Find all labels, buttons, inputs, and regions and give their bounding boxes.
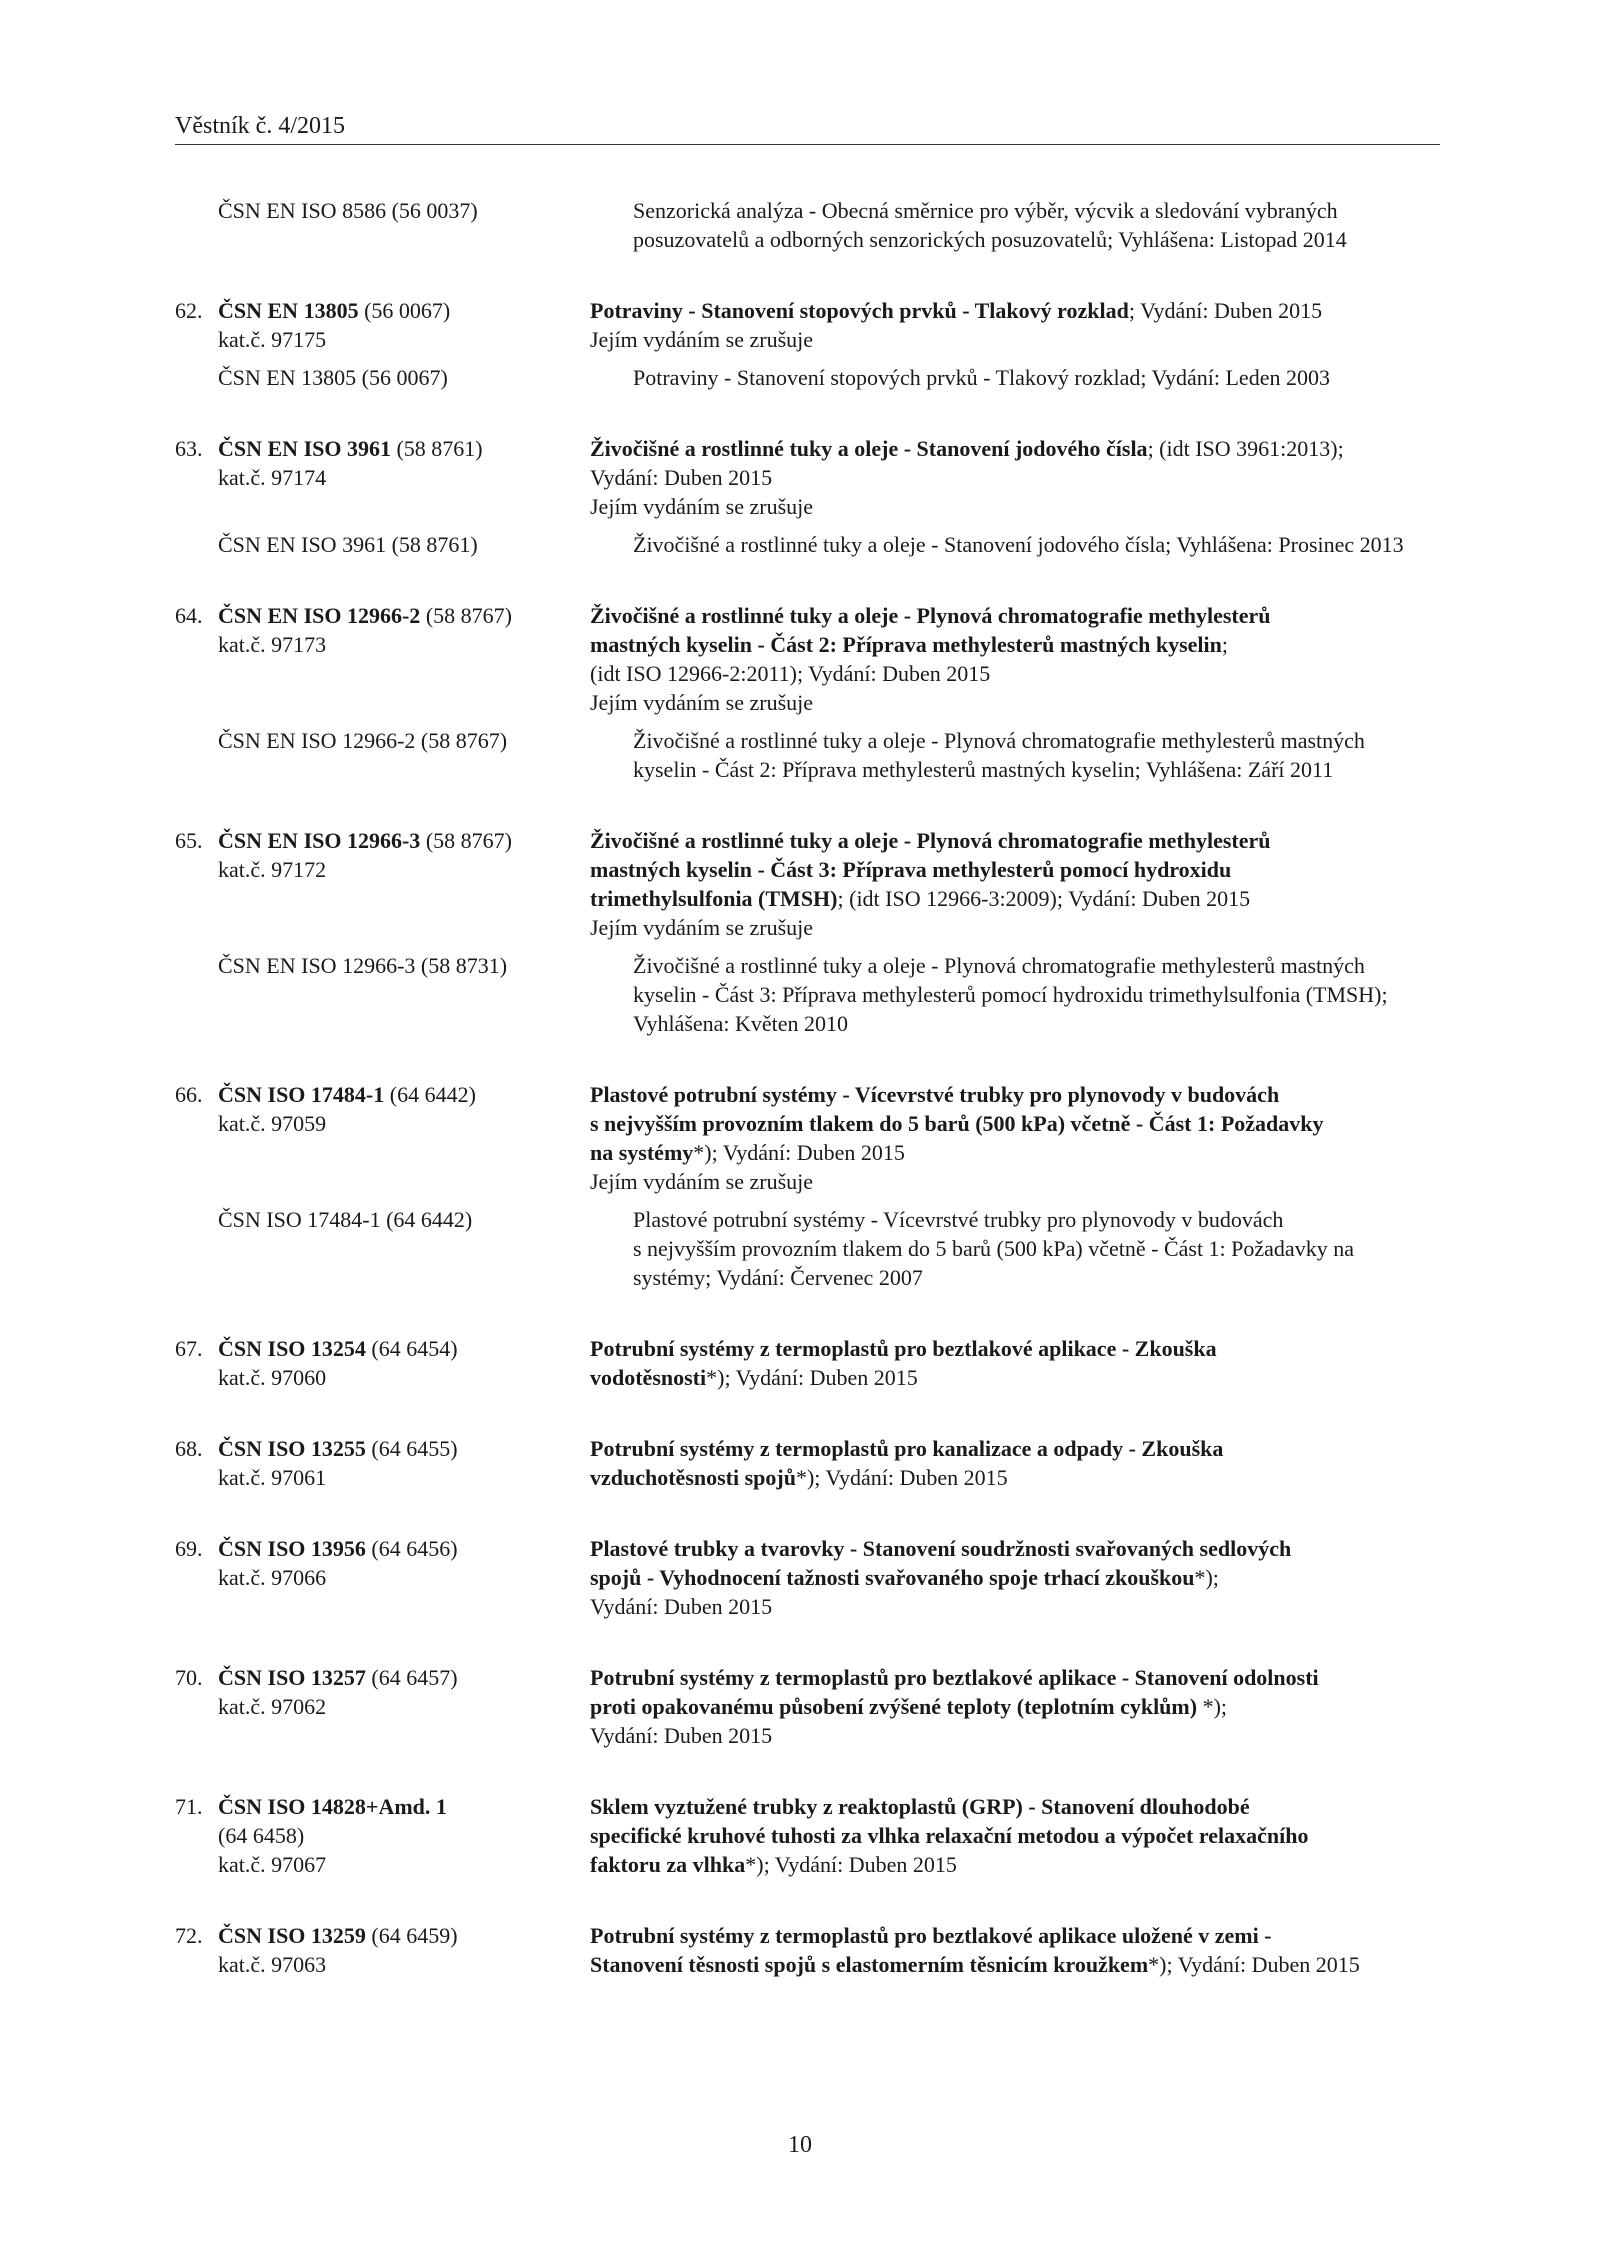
code-line [175,1080,590,1109]
standard-entry [175,1663,1445,1750]
replaced-standard-title [633,196,1488,254]
replaced-standard [175,726,1445,784]
title-line [590,1663,1445,1692]
title-line: Potraviny - Stanovení stopových prvků - Tlakový rozklad; Vydání: Leden 2003 [633,365,1330,390]
replaced-standard [175,363,1445,392]
replaced-standard [175,1205,1445,1292]
standard-entry [175,1534,1445,1621]
title-line [590,1921,1445,1950]
standard-entry [175,1792,1445,1879]
title-line [590,1821,1445,1850]
standard-title [590,1921,1445,1979]
catalog-number: kat.č. 97060 [218,1365,327,1390]
standard-identifier [175,1921,590,1979]
title-normal: *); Vydání: Duben 2015 [1148,1952,1360,1977]
catalog-number: kat.č. 97067 [218,1852,327,1877]
catalog-number: kat.č. 97063 [218,1952,327,1977]
entry-number: 69. [175,1536,203,1561]
title-line [590,884,1445,913]
entry-number: 67. [175,1336,203,1361]
title-line [590,325,1445,354]
replaced-standard [175,530,1445,559]
title-line [590,1080,1445,1109]
title-bold: Potrubní systémy z termoplastů pro beztlakové aplikace uložené v zemi - [590,1923,1272,1948]
standard-identifier [175,1080,590,1196]
title-normal: *); Vydání: Duben 2015 [795,1465,1008,1490]
title-line [590,1850,1445,1879]
new-standard [175,1921,1445,1979]
entry-number: 66. [175,1082,203,1107]
title-bold: Živočišné a rostlinné tuky a oleje - Plynová chromatografie methylesterů [590,828,1271,853]
title-line [590,1109,1445,1138]
standard-code: ČSN ISO 17484-1 [218,1082,385,1107]
entry-number: 70. [175,1665,203,1690]
code-line [175,1792,590,1821]
title-line [590,1792,1445,1821]
code-line [175,1434,590,1463]
standards-list [175,196,1445,2021]
title-line [590,434,1445,463]
title-normal: *); [1194,1565,1219,1590]
code-line [175,1921,590,1950]
title-bold: spojů - Vyhodnocení tažnosti svařovaného spoje trhací zkouškou [590,1565,1195,1590]
entry-number: 71. [175,1794,203,1819]
replaced-standard-title [633,530,1488,559]
code-line [175,1334,590,1363]
title-bold: Plastové trubky a tvarovky - Stanovení soudržnosti svařovaných sedlových [590,1536,1292,1561]
title-normal: (idt ISO 12966-2:2011); Vydání: Duben 2015 [590,661,991,686]
title-line [590,1563,1445,1592]
code-line [175,1663,590,1692]
new-standard [175,434,1445,521]
spacer [175,942,1445,951]
catalog-number: kat.č. 97062 [218,1694,327,1719]
title-line [590,630,1445,659]
title-bold: Potrubní systémy z termoplastů pro kanalizace a odpady - Zkouška [590,1436,1224,1461]
new-standard [175,1434,1445,1492]
standard-title [590,826,1445,942]
standard-code: ČSN EN ISO 3961 [218,436,391,461]
title-line [590,463,1445,492]
classification-number: (58 8761) [390,436,483,461]
standard-title [590,1534,1445,1621]
title-line [590,688,1445,717]
standard-title [590,296,1445,354]
title-line: systémy; Vydání: Červenec 2007 [633,1265,923,1290]
replaced-standard-code: ČSN EN ISO 12966-2 (58 8767) [218,728,508,753]
new-standard [175,296,1445,354]
standard-identifier [175,1434,590,1492]
title-line [590,1363,1445,1392]
title-bold: proti opakovanému působení zvýšené teploty (teplotním cyklům) [590,1694,1198,1719]
title-normal: *); [1197,1694,1228,1719]
entry-number: 65. [175,828,203,853]
title-normal: ; [1221,632,1228,657]
standard-title [590,1334,1445,1392]
replaced-standard-code: ČSN EN ISO 8586 (56 0037) [218,198,478,223]
title-line [590,855,1445,884]
standard-code: ČSN EN 13805 [218,298,359,323]
title-normal: Jejím vydáním se zrušuje [590,915,814,940]
title-bold: Sklem vyztužené trubky z reaktoplastů (GRP) - Stanovení dlouhodobé [590,1794,1250,1819]
classification-number: (64 6455) [365,1436,458,1461]
replaced-standard-title [633,726,1488,784]
standard-identifier [175,1334,590,1392]
replaced-standard-title [633,951,1488,1038]
classification-number: (58 8767) [420,603,512,628]
title-bold: Plastové potrubní systémy - Vícevrstvé trubky pro plynovody v budovách [590,1082,1280,1107]
title-line: Živočišné a rostlinné tuky a oleje - Stanovení jodového čísla; Vyhlášena: Prosinec 2013 [633,532,1404,557]
title-line [590,1167,1445,1196]
spacer [175,1196,1445,1205]
catalog-number: kat.č. 97173 [218,632,327,657]
spacer [175,521,1445,530]
title-bold: Potrubní systémy z termoplastů pro beztlakové aplikace - Stanovení odolnosti [590,1665,1319,1690]
standard-code: ČSN ISO 14828+Amd. 1 [218,1794,447,1819]
title-line: kyselin - Část 2: Příprava methylesterů mastných kyselin; Vyhlášena: Září 2011 [633,757,1334,782]
new-standard [175,1792,1445,1879]
code-line [175,601,590,630]
title-line [590,296,1445,325]
replaced-standard-title [633,1205,1488,1292]
title-line: Živočišné a rostlinné tuky a oleje - Plynová chromatografie methylesterů mastných [633,728,1365,753]
standard-code: ČSN EN ISO 12966-2 [218,603,421,628]
standard-code: ČSN ISO 13255 [218,1436,366,1461]
standard-identifier [175,1792,590,1879]
title-normal: Vydání: Duben 2015 [590,465,773,490]
standard-code: ČSN ISO 13254 [218,1336,366,1361]
standard-title [590,1434,1445,1492]
title-bold: s nejvyšším provozním tlakem do 5 barů (500 kPa) včetně - Část 1: Požadavky [590,1111,1324,1136]
title-bold: Potrubní systémy z termoplastů pro beztlakové aplikace - Zkouška [590,1336,1217,1361]
title-normal: *); Vydání: Duben 2015 [706,1365,918,1390]
continued-entry [175,196,1445,254]
standard-identifier [175,826,590,942]
title-bold: mastných kyselin - Část 2: Příprava methylesterů mastných kyselin [590,632,1222,657]
standard-entry [175,601,1445,784]
title-bold: vzduchotěsnosti spojů [590,1465,796,1490]
title-line: Živočišné a rostlinné tuky a oleje - Plynová chromatografie methylesterů mastných [633,953,1365,978]
title-line [590,826,1445,855]
standard-title [590,601,1445,717]
bulletin-title: Věstník č. 4/2015 [175,113,345,139]
standard-identifier [175,434,590,521]
new-standard [175,1663,1445,1750]
title-line [590,1534,1445,1563]
title-line [590,913,1445,942]
title-line [590,1592,1445,1621]
title-line: posuzovatelů a odborných senzorických posuzovatelů; Vyhlášena: Listopad 2014 [633,227,1347,252]
classification-number: (64 6442) [384,1082,476,1107]
standard-entry [175,1434,1445,1492]
title-bold: faktoru za vlhka [590,1852,746,1877]
standard-entry [175,1080,1445,1292]
classification-number: (56 0067) [358,298,451,323]
title-line [590,1434,1445,1463]
catalog-number: kat.č. 97172 [218,857,327,882]
title-normal: ; (idt ISO 3961:2013); [1147,436,1344,461]
title-normal: *); Vydání: Duben 2015 [693,1140,905,1165]
title-normal: Jejím vydáním se zrušuje [590,494,814,519]
replaced-standard-code: ČSN EN ISO 12966-3 (58 8731) [218,953,508,978]
standard-entry [175,1921,1445,1979]
title-normal: Vydání: Duben 2015 [590,1594,773,1619]
new-standard [175,826,1445,942]
new-standard [175,1080,1445,1196]
replaced-standard-code: ČSN ISO 17484-1 (64 6442) [218,1207,473,1232]
standard-code: ČSN EN ISO 12966-3 [218,828,421,853]
title-line [590,1334,1445,1363]
classification-number: (58 8767) [420,828,512,853]
title-line [590,1950,1445,1979]
classification-number: (64 6457) [365,1665,458,1690]
standard-entry [175,1334,1445,1392]
title-bold: Stanovení těsnosti spojů s elastomerním těsnicím kroužkem [590,1952,1149,1977]
page-number: 10 [788,2132,812,2158]
standard-entry [175,434,1445,559]
catalog-number: kat.č. 97174 [218,465,327,490]
standard-title [590,1792,1445,1879]
title-line [590,1463,1445,1492]
title-bold: Potraviny - Stanovení stopových prvků - Tlakový rozklad [590,298,1129,323]
title-bold: Živočišné a rostlinné tuky a oleje - Stanovení jodového čísla [590,436,1148,461]
title-line: Vyhlášena: Květen 2010 [633,1011,849,1036]
new-standard [175,1334,1445,1392]
spacer [175,717,1445,726]
entry-number: 63. [175,436,203,461]
classification-number: (64 6456) [365,1536,458,1561]
classification-number: (64 6454) [365,1336,458,1361]
replaced-standard-title [633,363,1488,392]
replaced-standard [175,951,1445,1038]
title-line: kyselin - Část 3: Příprava methylesterů pomocí hydroxidu trimethylsulfonia (TMSH); [633,982,1388,1007]
standard-code: ČSN ISO 13956 [218,1536,366,1561]
code-line [175,296,590,325]
catalog-number: kat.č. 97066 [218,1565,327,1590]
spacer [175,354,1445,363]
title-line [590,1721,1445,1750]
title-normal: Jejím vydáním se zrušuje [590,327,814,352]
standard-entry [175,296,1445,392]
classification-number: (64 6459) [365,1923,458,1948]
replaced-standard-code: ČSN EN ISO 3961 (58 8761) [218,532,478,557]
catalog-number: kat.č. 97175 [218,327,327,352]
page-footer [0,2130,1600,2160]
standard-entry [175,826,1445,1038]
standard-title [590,1663,1445,1750]
catalog-number: kat.č. 97061 [218,1465,327,1490]
title-line [590,601,1445,630]
entry-number: 72. [175,1923,203,1948]
title-bold: Živočišné a rostlinné tuky a oleje - Plynová chromatografie methylesterů [590,603,1271,628]
standard-title [590,434,1445,521]
standard-code: ČSN ISO 13257 [218,1665,366,1690]
page-header [175,110,1440,145]
entry-number: 68. [175,1436,203,1461]
title-line: Senzorická analýza - Obecná směrnice pro výběr, výcvik a sledování vybraných [633,198,1338,223]
standard-identifier [175,1534,590,1621]
standard-identifier [175,1663,590,1750]
title-bold: specifické kruhové tuhosti za vlhka relaxační metodou a výpočet relaxačního [590,1823,1309,1848]
title-bold: na systémy [590,1140,694,1165]
title-bold: vodotěsnosti [590,1365,707,1390]
title-bold: trimethylsulfonia (TMSH) [590,886,838,911]
title-normal: Vydání: Duben 2015 [590,1723,773,1748]
title-line [590,492,1445,521]
standard-title [590,1080,1445,1196]
entries [175,296,1445,1979]
catalog-number: kat.č. 97059 [218,1111,327,1136]
title-normal: ; Vydání: Duben 2015 [1128,298,1323,323]
new-standard [175,601,1445,717]
title-normal: *); Vydání: Duben 2015 [745,1852,957,1877]
code-line [175,1534,590,1563]
title-line: Plastové potrubní systémy - Vícevrstvé trubky pro plynovody v budovách [633,1207,1284,1232]
title-line [590,1692,1445,1721]
title-line [590,1138,1445,1167]
standard-identifier [175,601,590,717]
entry-number: 62. [175,298,203,323]
code-line [175,826,590,855]
title-bold: mastných kyselin - Část 3: Příprava methylesterů pomocí hydroxidu [590,857,1232,882]
title-line [590,659,1445,688]
title-normal: ; (idt ISO 12966-3:2009); Vydání: Duben 2015 [837,886,1251,911]
title-line: s nejvyšším provozním tlakem do 5 barů (500 kPa) včetně - Část 1: Požadavky na [633,1236,1354,1261]
code-line [175,434,590,463]
new-standard [175,1534,1445,1621]
classification-number: (64 6458) [218,1823,305,1848]
title-normal: Jejím vydáním se zrušuje [590,690,814,715]
replaced-standard-code: ČSN EN 13805 (56 0067) [218,365,448,390]
entry-number: 64. [175,603,203,628]
standard-code: ČSN ISO 13259 [218,1923,366,1948]
standard-identifier [175,296,590,354]
title-normal: Jejím vydáním se zrušuje [590,1169,814,1194]
